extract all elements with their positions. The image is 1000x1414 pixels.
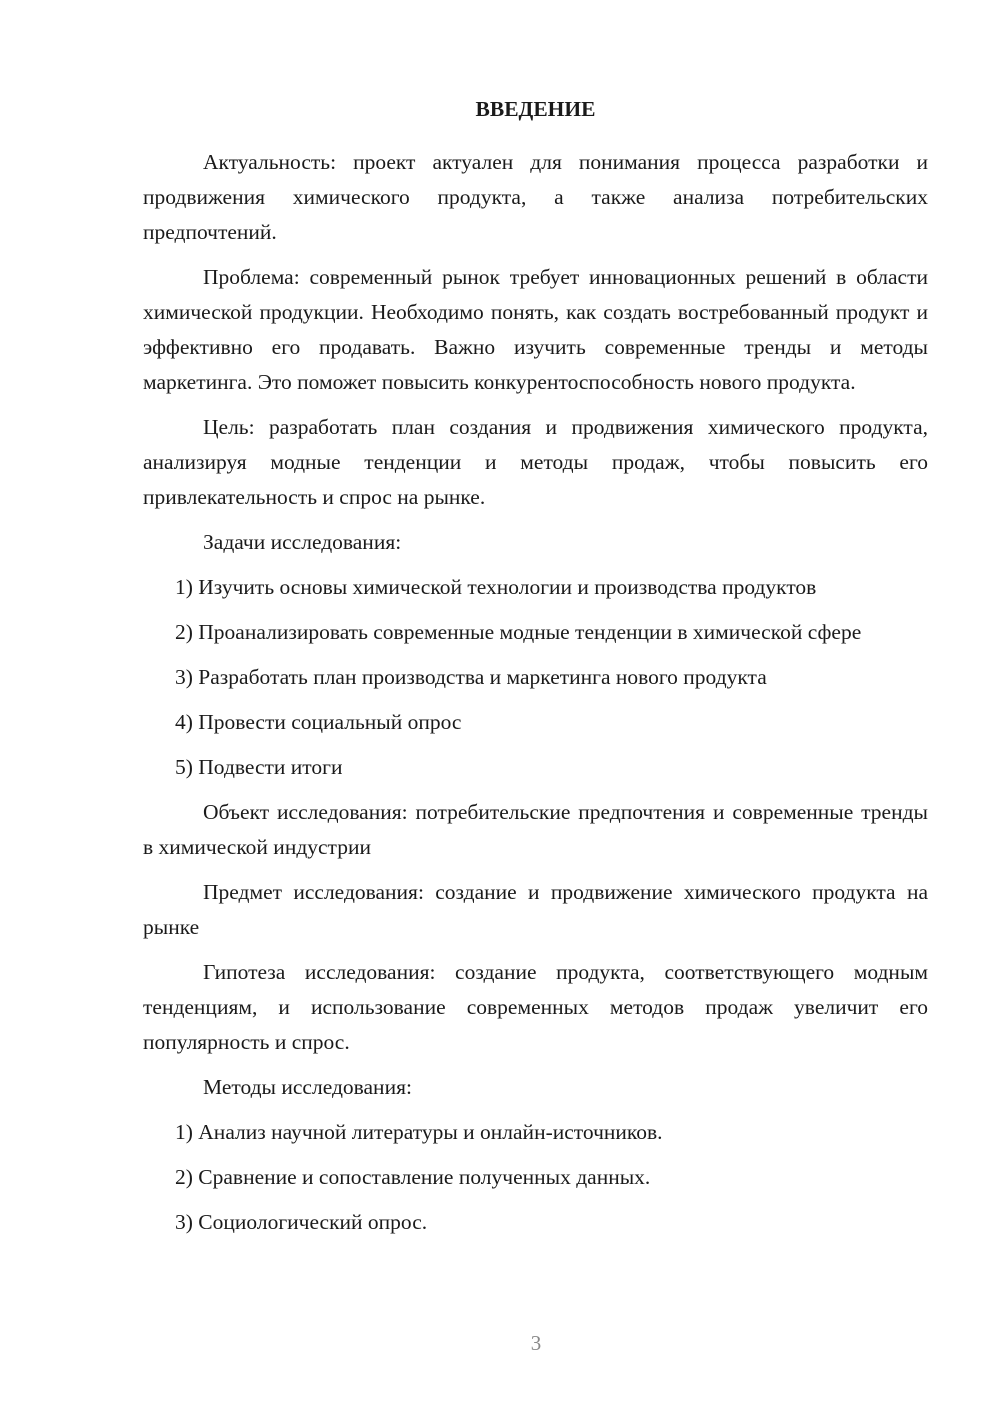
section-heading: ВВЕДЕНИЕ xyxy=(475,97,596,121)
goal-paragraph: Цель: разработать план создания и продвижения химического продукта, анализируя модные тенденции и методы продаж, чтобы повысить его привлекательность и спрос на рынке. xyxy=(143,415,928,509)
task-item: 1) Изучить основы химической технологии и производства продуктов xyxy=(175,575,817,599)
method-item: 2) Сравнение и сопоставление полученных данных. xyxy=(175,1165,651,1189)
task-item: 5) Подвести итоги xyxy=(175,755,343,779)
methods-title: Методы исследования: xyxy=(203,1075,412,1099)
object-paragraph: Объект исследования: потребительские предпочтения и современные тренды в химической индустрии xyxy=(143,800,928,859)
task-item: 3) Разработать план производства и маркетинга нового продукта xyxy=(175,665,767,689)
problem-paragraph: Проблема: современный рынок требует инновационных решений в области химической продукции. Необходимо понять, как создать востребованный продукт и эффективно его продавать. Важно изучить современные тренды и методы маркетинга. Это поможет повысить конкурентоспособность нового продукта. xyxy=(143,265,928,394)
task-item: 4) Провести социальный опрос xyxy=(175,710,462,734)
method-item: 1) Анализ научной литературы и онлайн-источников. xyxy=(175,1120,663,1144)
tasks-title: Задачи исследования: xyxy=(203,530,402,554)
relevance-paragraph: Актуальность: проект актуален для понимания процесса разработки и продвижения химического продукта, а также анализа потребительских предпочтений. xyxy=(143,150,928,244)
page-number: 3 xyxy=(530,1331,542,1355)
document-page xyxy=(143,92,928,1240)
method-item: 3) Социологический опрос. xyxy=(175,1210,428,1234)
task-item: 2) Проанализировать современные модные тенденции в химической сфере xyxy=(175,620,862,644)
subject-paragraph: Предмет исследования: создание и продвижение химического продукта на рынке xyxy=(143,880,928,939)
hypothesis-paragraph: Гипотеза исследования: создание продукта, соответствующего модным тенденциям, и использование современных методов продаж увеличит его популярность и спрос. xyxy=(143,960,928,1054)
